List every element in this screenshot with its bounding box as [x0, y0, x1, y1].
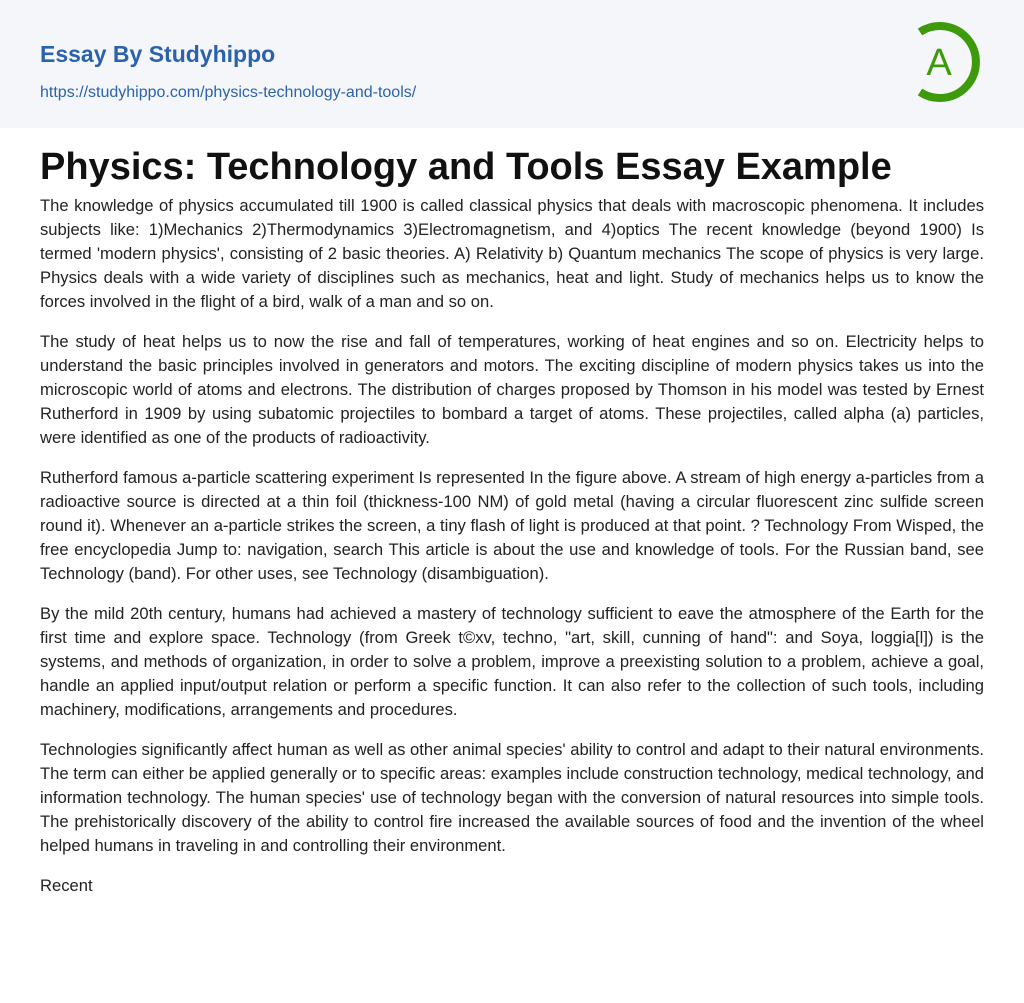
- essay-paragraph: By the mild 20th century, humans had achieved a mastery of technology sufficient to eave the atmosphere of the Earth for the first time and explore space. Technology (from Greek t©xv, techno, "art, skill, cunning of hand": and Soya, loggia[l]) is the systems, and methods of organization, in order to solve a problem, improve a preexisting solution to a problem, achieve a goal, handle an applied input/output relation or perform a specific function. It can also refer to the collection of such tools, including machinery, modifications, arrangements and procedures.: [40, 604, 984, 719]
- logo-letter: A: [926, 42, 952, 84]
- essay-body: [40, 194, 984, 914]
- essay-paragraph: Rutherford famous a-particle scattering experiment Is represented In the figure above. A stream of high energy a-particles from a radioactive source is directed at a thin foil (thickness-100 NM) of gold metal (having a circular fluorescent zinc sulfide screen round it). Whenever an a-particle strikes the screen, a tiny flash of light is produced at that point. ? Technology From Wisped, the free encyclopedia Jump to: navigation, search This article is about the use and knowledge of tools. For the Russian band, see Technology (band). For other uses, see Technology (disambiguation).: [40, 468, 984, 583]
- essay-paragraph: The knowledge of physics accumulated till 1900 is called classical physics that deals with macroscopic phenomena. It includes subjects like: 1)Mechanics 2)Thermodynamics 3)Electromagnetism, and 4)optics The recent knowledge (beyond 1900) Is termed 'modern physics', consisting of 2 basic theories. A) Relativity b) Quantum mechanics The scope of physics is very large. Physics deals with a wide variety of disciplines such as mechanics, heat and light. Study of mechanics helps us to know the forces involved in the flight of a bird, walk of a man and so on.: [40, 196, 984, 311]
- essay-paragraph: Technologies significantly affect human as well as other animal species' ability to control and adapt to their natural environments. The term can either be applied generally or to specific areas: examples include construction technology, medical technology, and information technology. The human species' use of technology began with the conversion of natural resources into simple tools. The prehistorically discovery of the ability to control fire increased the available sources of food and the invention of the wheel helped humans in traveling in and controlling their environment.: [40, 740, 984, 855]
- page-title: Physics: Technology and Tools Essay Example: [40, 146, 892, 188]
- recent-heading: Recent: [40, 876, 93, 895]
- essay-paragraph: The study of heat helps us to now the rise and fall of temperatures, working of heat engines and so on. Electricity helps to understand the basic principles involved in generators and motors. The exciting discipline of modern physics takes us into the microscopic world of atoms and electrons. The distribution of charges proposed by Thomson in his model was tested by Ernest Rutherford in 1909 by using subatomic projectiles to bombard a target of atoms. These projectiles, called alpha (a) particles, were identified as one of the products of radioactivity.: [40, 332, 984, 447]
- essay-url-link[interactable]: https://studyhippo.com/physics-technology-and-tools/: [40, 84, 417, 101]
- studyhippo-logo-icon[interactable]: [908, 18, 988, 106]
- brand-title: Essay By Studyhippo: [40, 41, 276, 67]
